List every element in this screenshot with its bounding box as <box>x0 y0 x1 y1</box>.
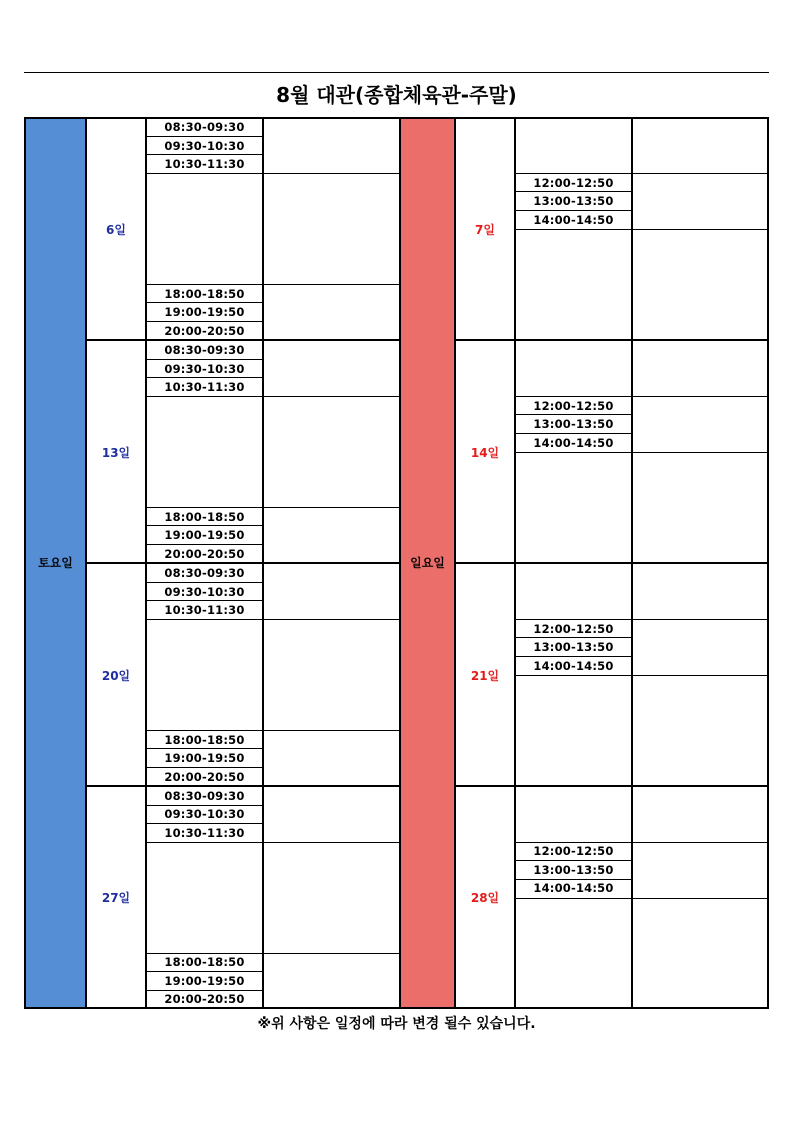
row-divider <box>262 953 401 954</box>
saturday-date: 27일 <box>101 891 131 905</box>
row-divider <box>454 562 769 564</box>
time-slot: 08:30-09:30 <box>164 343 245 357</box>
saturday-date: 6일 <box>106 223 126 237</box>
sunday-date: 21일 <box>470 669 500 683</box>
row-divider <box>145 136 264 137</box>
row-divider <box>262 396 401 397</box>
row-divider <box>262 619 401 620</box>
page-title: 8월 대관(종합체육관-주말) <box>276 83 517 107</box>
sunday-date: 28일 <box>470 891 500 905</box>
row-divider <box>262 842 401 843</box>
row-divider <box>514 879 633 880</box>
time-slot: 12:00-12:50 <box>533 399 614 413</box>
time-slot: 19:00-19:50 <box>164 751 245 765</box>
row-divider <box>145 173 264 174</box>
time-slot: 10:30-11:30 <box>164 380 245 394</box>
row-divider <box>145 971 264 972</box>
saturday-date: 20일 <box>101 669 131 683</box>
row-divider <box>145 600 264 601</box>
row-divider <box>631 396 769 397</box>
row-divider <box>631 898 769 899</box>
row-divider <box>514 452 633 453</box>
row-divider <box>514 675 633 676</box>
time-slot: 10:30-11:30 <box>164 826 245 840</box>
row-divider <box>514 191 633 192</box>
row-divider <box>85 562 401 564</box>
time-slot: 20:00-20:50 <box>164 547 245 561</box>
time-slot: 18:00-18:50 <box>164 287 245 301</box>
time-slot: 14:00-14:50 <box>533 436 614 450</box>
sunday-date: 14일 <box>470 446 500 460</box>
time-slot: 10:30-11:30 <box>164 157 245 171</box>
time-slot: 18:00-18:50 <box>164 510 245 524</box>
row-divider <box>514 210 633 211</box>
row-divider <box>145 582 264 583</box>
time-slot: 13:00-13:50 <box>533 194 614 208</box>
row-divider <box>631 173 769 174</box>
row-divider <box>145 619 264 620</box>
time-slot: 18:00-18:50 <box>164 955 245 969</box>
row-divider <box>514 842 633 843</box>
row-divider <box>454 339 769 341</box>
row-divider <box>145 748 264 749</box>
time-slot: 12:00-12:50 <box>533 844 614 858</box>
row-divider <box>145 359 264 360</box>
time-slot: 19:00-19:50 <box>164 528 245 542</box>
time-slot: 13:00-13:50 <box>533 863 614 877</box>
row-divider <box>514 229 633 230</box>
saturday-label: 토요일 <box>38 556 73 570</box>
row-divider <box>454 785 769 787</box>
time-slot: 14:00-14:50 <box>533 881 614 895</box>
row-divider <box>145 525 264 526</box>
row-divider <box>514 637 633 638</box>
footer-note: ※위 사항은 일정에 따라 변경 될수 있습니다. <box>257 1016 536 1032</box>
row-divider <box>145 154 264 155</box>
row-divider <box>145 284 264 285</box>
row-divider <box>514 396 633 397</box>
row-divider <box>145 805 264 806</box>
row-divider <box>514 656 633 657</box>
row-divider <box>145 321 264 322</box>
row-divider <box>514 860 633 861</box>
sunday-label: 일요일 <box>410 556 445 570</box>
row-divider <box>145 302 264 303</box>
time-slot: 19:00-19:50 <box>164 974 245 988</box>
row-divider <box>262 507 401 508</box>
time-slot: 09:30-10:30 <box>164 807 245 821</box>
row-divider <box>145 377 264 378</box>
row-divider <box>631 452 769 453</box>
row-divider <box>631 229 769 230</box>
row-divider <box>514 173 633 174</box>
time-slot: 09:30-10:30 <box>164 139 245 153</box>
row-divider <box>631 842 769 843</box>
row-divider <box>514 414 633 415</box>
row-divider <box>85 339 401 341</box>
row-divider <box>145 396 264 397</box>
schedule-grid <box>24 117 769 1009</box>
row-divider <box>145 544 264 545</box>
row-divider <box>262 284 401 285</box>
time-slot: 13:00-13:50 <box>533 640 614 654</box>
row-divider <box>145 842 264 843</box>
time-slot: 20:00-20:50 <box>164 324 245 338</box>
row-divider <box>145 953 264 954</box>
time-slot: 10:30-11:30 <box>164 603 245 617</box>
row-divider <box>631 675 769 676</box>
row-divider <box>145 730 264 731</box>
row-divider <box>514 898 633 899</box>
time-slot: 08:30-09:30 <box>164 566 245 580</box>
time-slot: 09:30-10:30 <box>164 362 245 376</box>
row-divider <box>262 173 401 174</box>
time-slot: 14:00-14:50 <box>533 659 614 673</box>
time-slot: 19:00-19:50 <box>164 305 245 319</box>
top-rule <box>24 72 769 73</box>
row-divider <box>631 619 769 620</box>
time-slot: 12:00-12:50 <box>533 622 614 636</box>
time-slot: 20:00-20:50 <box>164 770 245 784</box>
saturday-date: 13일 <box>101 446 131 460</box>
time-slot: 18:00-18:50 <box>164 733 245 747</box>
row-divider <box>85 785 401 787</box>
time-slot: 12:00-12:50 <box>533 176 614 190</box>
time-slot: 13:00-13:50 <box>533 417 614 431</box>
row-divider <box>145 507 264 508</box>
row-divider <box>145 823 264 824</box>
row-divider <box>145 767 264 768</box>
row-divider <box>145 990 264 991</box>
sunday-date: 7일 <box>475 223 495 237</box>
time-slot: 08:30-09:30 <box>164 120 245 134</box>
row-divider <box>514 433 633 434</box>
row-divider <box>514 619 633 620</box>
time-slot: 14:00-14:50 <box>533 213 614 227</box>
row-divider <box>262 730 401 731</box>
time-slot: 20:00-20:50 <box>164 992 245 1006</box>
time-slot: 08:30-09:30 <box>164 789 245 803</box>
time-slot: 09:30-10:30 <box>164 585 245 599</box>
